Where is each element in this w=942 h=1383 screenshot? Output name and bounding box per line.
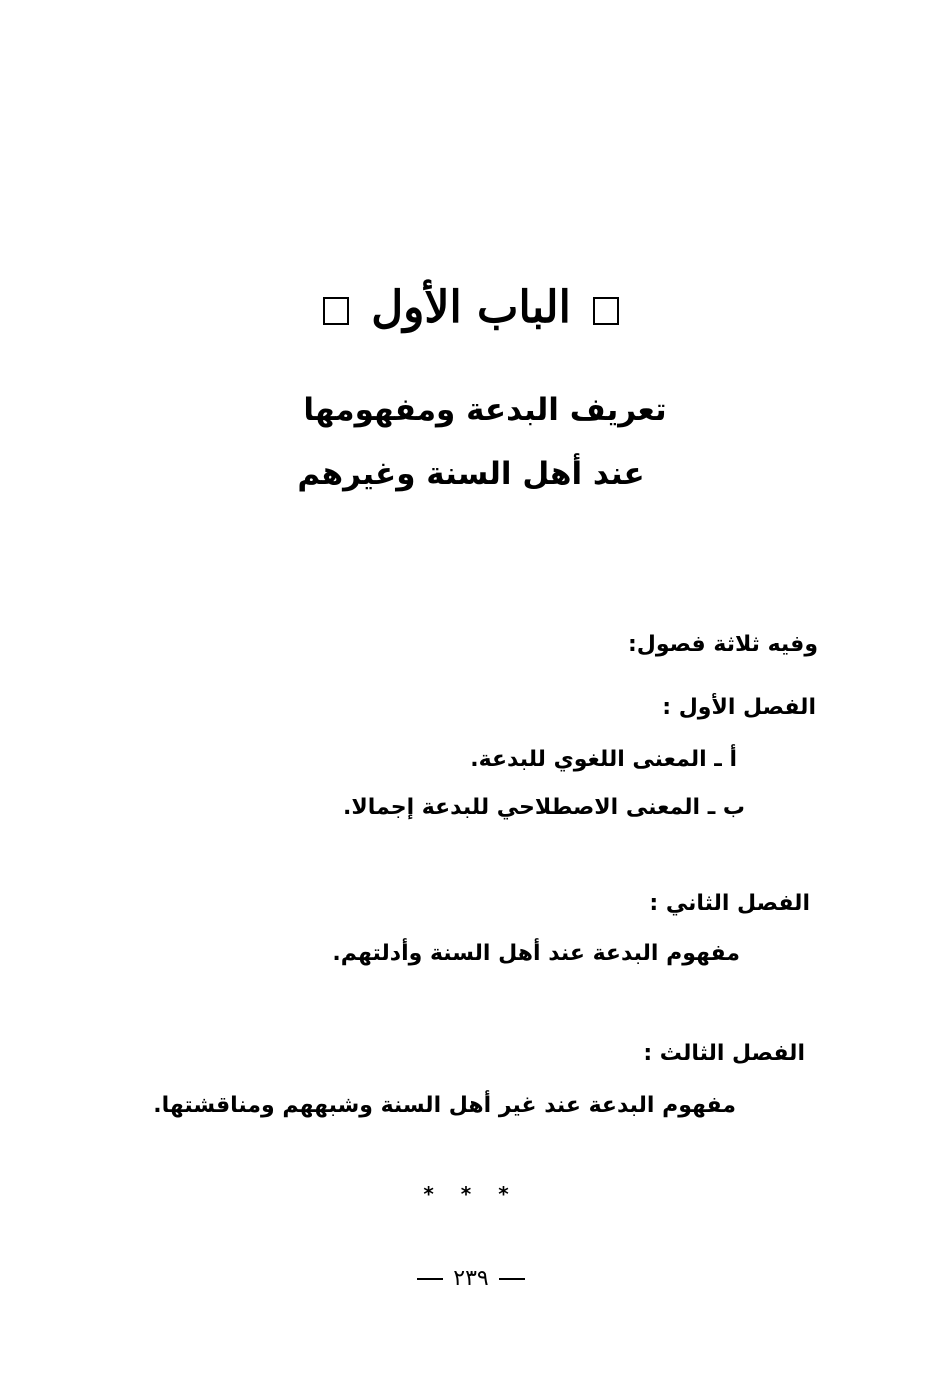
square-ornament-icon — [593, 297, 619, 325]
section-1-item-a: أ ـ المعنى اللغوي للبدعة. — [470, 747, 737, 772]
dash-ornament — [499, 1278, 525, 1280]
section-2-item: مفهوم البدعة عند أهل السنة وأدلتهم. — [332, 941, 740, 966]
section-1-item-b: ب ـ المعنى الاصطلاحي للبدعة إجمالا. — [342, 795, 745, 820]
section-3-item: مفهوم البدعة عند غير أهل السنة وشبههم ومناقشتها. — [153, 1093, 736, 1118]
intro-line: وفيه ثلاثة فصول: — [627, 632, 818, 657]
page-number-text: ٢٣٩ — [453, 1266, 489, 1291]
dash-ornament — [417, 1278, 443, 1280]
chapter-title-text: الباب الأول — [371, 282, 571, 333]
chapter-subtitle-line-1: تعريف البدعة ومفهومها — [303, 392, 667, 428]
chapter-title — [0, 278, 942, 338]
square-ornament-icon — [323, 297, 349, 325]
page-number — [0, 1262, 942, 1296]
section-1-heading: الفصل الأول : — [662, 695, 816, 720]
chapter-subtitle-line-2: عند أهل السنة وغيرهم — [297, 456, 645, 492]
section-separator: * * * — [423, 1182, 519, 1206]
section-3-heading: الفصل الثالث : — [643, 1041, 805, 1066]
section-2-heading: الفصل الثاني : — [649, 891, 810, 916]
